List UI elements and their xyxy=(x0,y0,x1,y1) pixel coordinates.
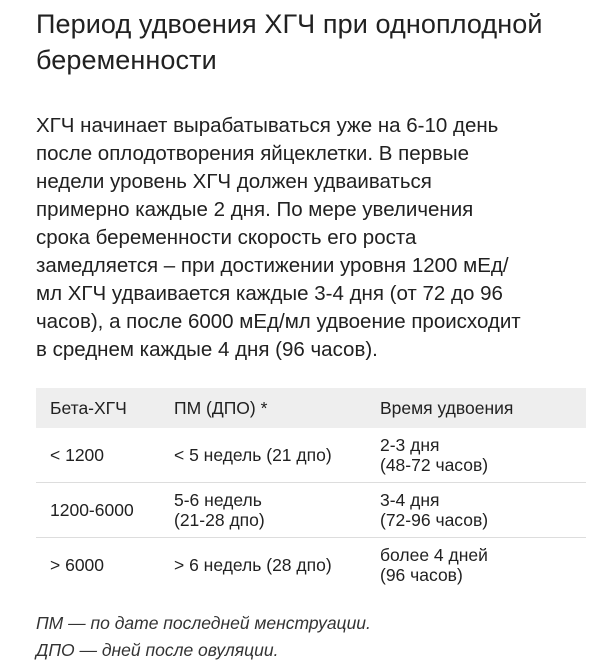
intro-paragraph xyxy=(36,112,576,364)
cell-text: 2-3 дня xyxy=(380,435,440,455)
cell-text: > 6 недель (28 дпо) xyxy=(174,555,332,575)
paragraph-line: после оплодотворения яйцеклетки. В первые xyxy=(36,142,470,165)
footnotes xyxy=(36,610,580,664)
cell-pm xyxy=(160,483,366,538)
table-row xyxy=(36,483,586,538)
cell-beta xyxy=(36,538,160,593)
paragraph-line: в среднем каждые 4 дня (96 часов). xyxy=(36,338,378,361)
cell-text: более 4 дней xyxy=(380,545,488,565)
cell-text: 3-4 дня xyxy=(380,490,440,510)
hcg-doubling-table xyxy=(36,388,586,592)
cell-pm xyxy=(160,428,366,483)
cell-text: > 6000 xyxy=(50,555,105,575)
cell-text: (21-28 дпо) xyxy=(174,510,265,530)
header-pm-dpo: ПМ (ДПО) * xyxy=(160,388,366,428)
cell-text: (72-96 часов) xyxy=(380,510,489,530)
table-row xyxy=(36,428,586,483)
paragraph-line: ХГЧ начинает вырабатываться уже на 6-10 день xyxy=(36,114,499,137)
cell-text: < 1200 xyxy=(50,445,105,465)
cell-time xyxy=(366,428,586,483)
header-doubling-time: Время удвоения xyxy=(366,388,586,428)
article-title xyxy=(36,0,580,78)
table-row xyxy=(36,538,586,593)
title-line: Период удвоения ХГЧ при одноплодной xyxy=(36,9,543,39)
paragraph-line: часов), а после 6000 мЕд/мл удвоение происходит xyxy=(36,310,521,333)
footnote-dpo: ДПО — дней после овуляции. xyxy=(36,640,279,660)
cell-text: 1200-6000 xyxy=(50,500,134,520)
cell-beta xyxy=(36,428,160,483)
cell-text: < 5 недель (21 дпо) xyxy=(174,445,332,465)
cell-pm xyxy=(160,538,366,593)
cell-text: 5-6 недель xyxy=(174,490,262,510)
cell-text: (48-72 часов) xyxy=(380,455,489,475)
cell-beta xyxy=(36,483,160,538)
cell-text: (96 часов) xyxy=(380,565,463,585)
paragraph-line: примерно каждые 2 дня. По мере увеличения xyxy=(36,198,474,221)
cell-time xyxy=(366,538,586,593)
paragraph-line: мл ХГЧ удваивается каждые 3-4 дня (от 72 до 96 xyxy=(36,282,503,305)
paragraph-line: замедляется – при достижении уровня 1200 мЕд/ xyxy=(36,254,509,277)
cell-time xyxy=(366,483,586,538)
title-line: беременности xyxy=(36,45,217,75)
table-header-row xyxy=(36,388,586,428)
paragraph-line: недели уровень ХГЧ должен удваиваться xyxy=(36,170,432,193)
header-beta-hcg: Бета-ХГЧ xyxy=(36,388,160,428)
paragraph-line: срока беременности скорость его роста xyxy=(36,226,417,249)
footnote-pm: ПМ — по дате последней менструации. xyxy=(36,613,371,633)
